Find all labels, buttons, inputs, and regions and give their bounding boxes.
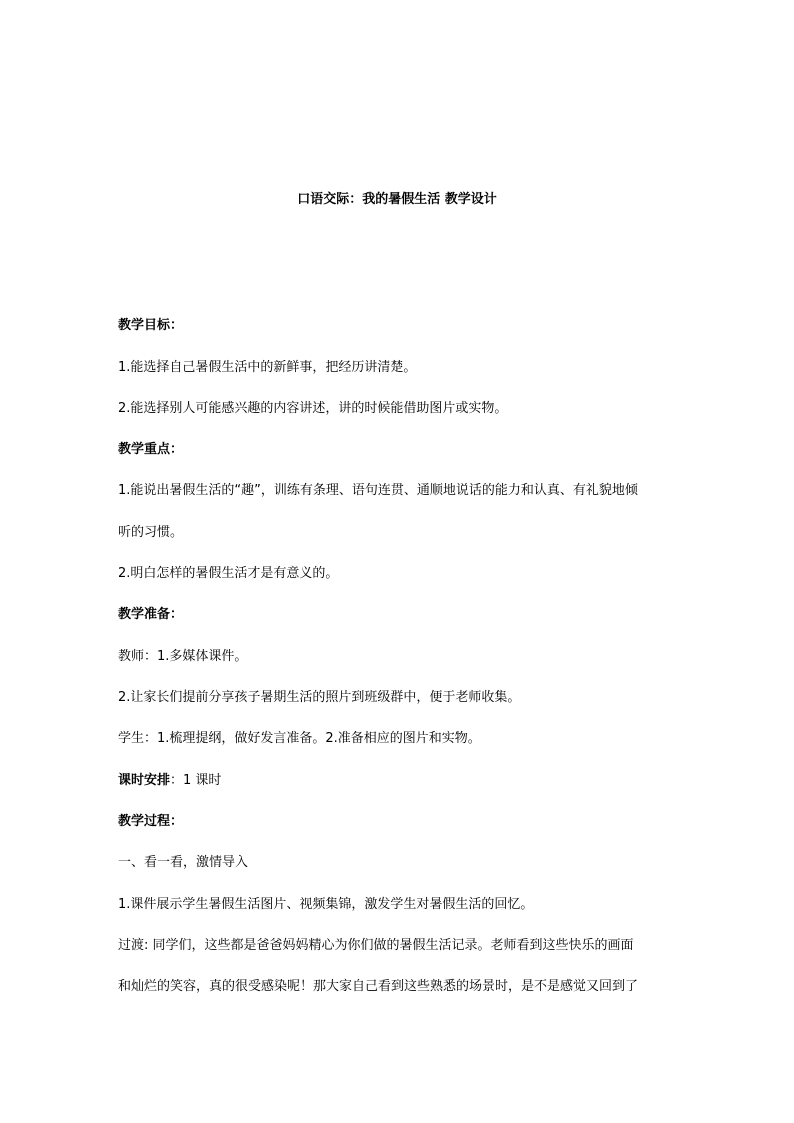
objectives-heading: 教学目标： [118, 318, 184, 333]
schedule-line [118, 771, 221, 791]
student-preparation: 学生：1.梳理提纲，做好发言准备。2.准备相应的图片和实物。 [118, 731, 481, 746]
teacher-preparation: 教师：1.多媒体课件。 [118, 649, 248, 664]
objective-2: 2.能选择别人可能感兴趣的内容讲述，讲的时候能借助图片或实物。 [118, 401, 508, 416]
schedule-value: ：1 课时 [170, 773, 222, 788]
key-point-2: 2.明白怎样的暑假生活才是有意义的。 [118, 566, 339, 581]
transition-line-1: 过渡: 同学们，这些都是爸爸妈妈精心为你们做的暑假生活记录。老师看到这些快乐的画面 [118, 938, 634, 953]
key-points-heading: 教学重点： [118, 442, 184, 457]
step-1: 1.课件展示学生暑假生活图片、视频集锦，激发学生对暑假生活的回忆。 [118, 897, 534, 912]
key-point-1-line-1: 1.能说出暑假生活的“趣”，训练有条理、语句连贯、通顺地说话的能力和认真、有礼貌地倾 [118, 483, 638, 498]
process-heading: 教学过程： [118, 814, 184, 829]
section-1-heading: 一、看一看，激情导入 [118, 855, 249, 870]
schedule-label: 课时安排 [118, 773, 171, 788]
preparation-heading: 教学准备： [118, 607, 184, 622]
transition-line-2: 和灿烂的笑容，真的很受感染呢！那大家自己看到这些熟悉的场景时，是不是感觉又回到了 [118, 979, 639, 994]
key-point-1-line-2: 听的习惯。 [118, 525, 184, 540]
document-title: 口语交际：我的暑假生活 教学设计 [297, 192, 497, 207]
objective-1: 1.能选择自己暑假生活中的新鲜事，把经历讲清楚。 [118, 360, 417, 375]
teacher-preparation-2: 2.让家长们提前分享孩子暑期生活的照片到班级群中，便于老师收集。 [118, 690, 521, 705]
